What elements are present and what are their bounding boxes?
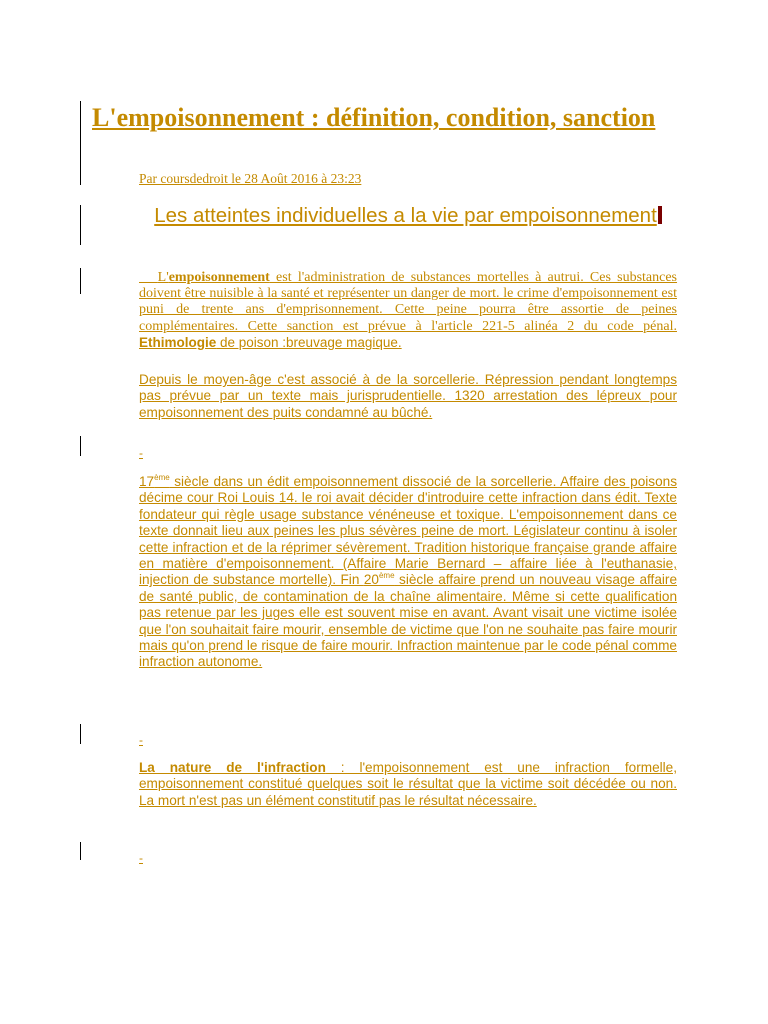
text-cursor (658, 206, 662, 224)
byline[interactable]: Par coursdedroit le 28 Août 2016 à 23:23 (139, 171, 362, 186)
margin-bar (80, 205, 81, 245)
century-suffix: ème (154, 473, 170, 482)
page-title: L'empoisonnement : définition, condition, sanction (92, 103, 656, 132)
list-dash: - (139, 733, 143, 747)
century-number: 20 (363, 572, 379, 588)
nature-paragraph (139, 760, 677, 809)
edict-text-2: siècle affaire prend un nouveau visage affaire de santé public, de contamination de la chaîne alimentaire. Même si cette qualification pas retenue par les juges elle est souvent mise en avant. Avant visait une victime isolée que l'on souhaitait faire mourir, ensemble de victime que l'on ne souhaite pas faire mourir mais qu'on prend le risque de faire mourir. Infraction maintenue par le code pénal comme infraction autonome. (139, 572, 677, 670)
margin-bar (80, 842, 81, 860)
margin-bar (80, 101, 81, 185)
etymology-text: de poison :breuvage magique. (216, 334, 402, 350)
century-number: 17 (139, 474, 155, 489)
edict-paragraph (139, 474, 677, 671)
list-dash: - (139, 851, 143, 865)
definition-term: empoisonnement (168, 270, 270, 285)
definition-body: est l'administration de substances mortelles à autrui. Ces substances doivent être nuisible à la santé et représenter un danger de mort. le crime d'empoisonnement est puni de trente ans d'emprisonnement. Cette peine pourra être assortie de peines complémentaires. Cette sanction est prévue à l'article 221-5 alinéa 2 du code pénal. (139, 270, 678, 334)
definition-lead: L' (157, 270, 169, 285)
definition-paragraph (139, 270, 677, 352)
section-heading-text: Les atteintes individuelles a la vie par empoisonnement (154, 204, 657, 227)
margin-bar (80, 724, 81, 744)
history-paragraph: Depuis le moyen-âge c'est associé à de la sorcellerie. Répression pendant longtemps pas prévue par un texte mais jurisprudentielle. 1320 arrestation des lépreux pour empoisonnement des puits condamné au bûché. (139, 372, 677, 420)
nature-label: La nature de l'infraction (139, 760, 326, 775)
century-suffix: ème (378, 571, 395, 581)
list-dash: - (139, 446, 143, 460)
etymology-label: Ethimologie (139, 334, 217, 350)
margin-bar (80, 436, 81, 456)
margin-bar (80, 268, 81, 294)
nature-text: : l'empoisonnement est une infraction formelle, empoisonnement constitué quelques soit le résultat que la victime soit décédée ou non. La mort n'est pas un élément constitutif pas le résultat nécessaire. (139, 760, 678, 808)
edict-text-1: siècle dans un édit empoisonnement dissocié de la sorcellerie. Affaire des poisons décime cour Roi Louis 14. le roi avait décider d'introduire cette infraction dans édit. Texte fondateur qui règle usage substance vénéneuse et toxique. L'empoisonnement dans ce texte donnait lieu aux peines les plus sévères peine de mort. Législateur continu à isoler cette infraction et de la réprimer sévèrement. Tradition historique française grande affaire en matière d'empoisonnement. (Affaire Marie Bernard – affaire liée à l'euthanasie, injection de substance mortelle). Fin (139, 474, 677, 588)
section-heading (139, 203, 677, 228)
